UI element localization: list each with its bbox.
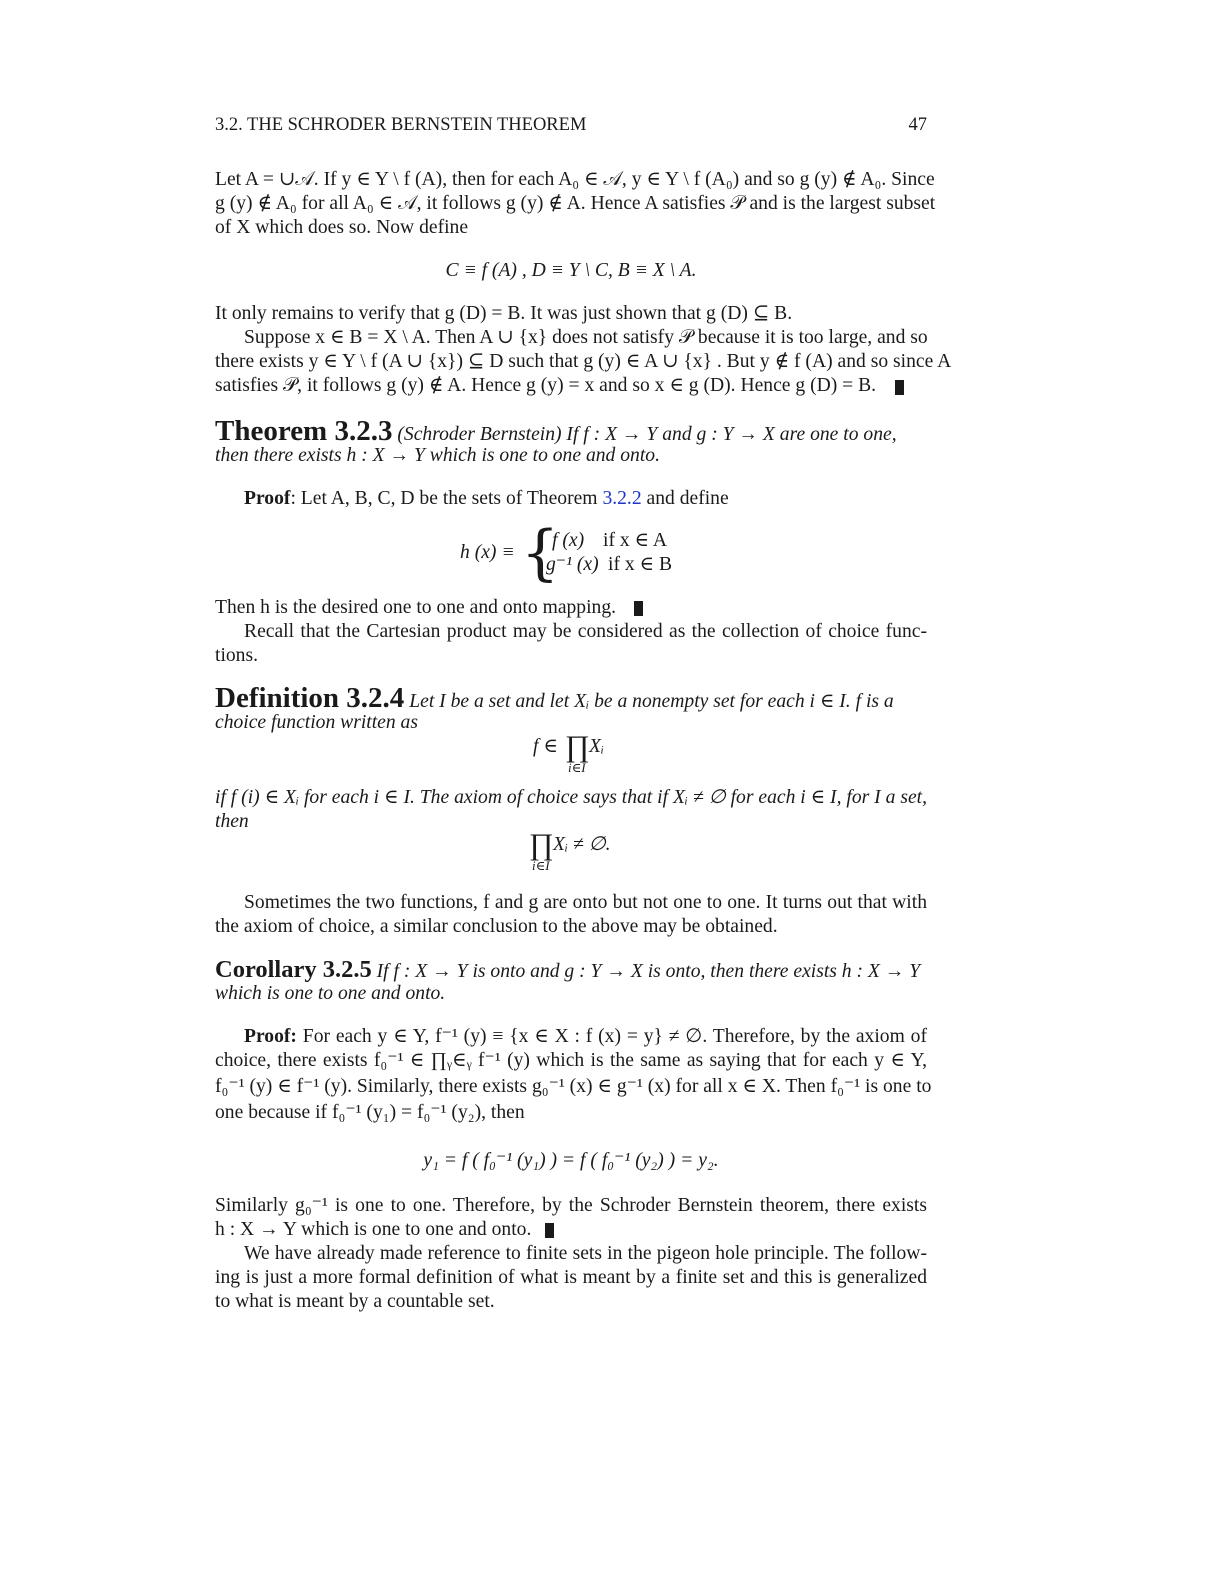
running-header (215, 113, 927, 137)
qed-mark (895, 380, 904, 395)
text-line: Sometimes the two functions, f and g are onto but not one to one. It turns out that with (244, 892, 927, 913)
proof-line: f₀⁻¹ (y) ∈ f⁻¹ (y). Similarly, there exists g₀⁻¹ (x) ∈ g⁻¹ (x) for all x ∈ X. Then f₀⁻¹ is one to (215, 1076, 932, 1097)
text-line: there exists y ∈ Y \ f (A ∪ {x}) ⊆ D such that g (y) ∈ A ∪ {x} . But y ∉ f (A) and so since A (215, 351, 952, 372)
text-line: Recall that the Cartesian product may be considered as the collection of choice func- (244, 621, 927, 642)
left-brace: { (521, 518, 560, 588)
proof-text: and define (641, 488, 729, 509)
proof-line: h : X → Y which is one to one and onto. (215, 1219, 532, 1240)
qed-mark (545, 1223, 554, 1238)
theorem-reference-link[interactable]: 3.2.2 (602, 488, 642, 509)
text-line: Let A = ∪𝒜. If y ∈ Y \ f (A), then for each A₀ ∈ 𝒜, y ∈ Y \ f (A₀) and so g (y) ∉ A₀. Since (215, 169, 935, 190)
text-line: It only remains to verify that g (D) = B. It was just shown that g (D) ⊆ B. (215, 303, 793, 324)
proof-line: one because if f₀⁻¹ (y₁) = f₀⁻¹ (y₂), then (215, 1102, 525, 1123)
text-line: satisfies 𝒫, it follows g (y) ∉ A. Hence g (y) = x and so x ∈ g (D). Hence g (D) = B. (215, 375, 877, 396)
proof-line (215, 1025, 927, 1049)
text-line: of X which does so. Now define (215, 217, 469, 238)
definition-statement: Let I be a set and let Xᵢ be a nonempty set for each i ∈ I. f is a (409, 691, 894, 712)
text-line: Then h is the desired one to one and onto mapping. (215, 597, 617, 618)
proof-line (215, 487, 927, 511)
definition-line: then (215, 811, 249, 832)
definition-label: Definition 3.2.4 (215, 682, 405, 714)
eq-lhs: f ∈ (533, 736, 558, 757)
text-line: ing is just a more formal definition of what is meant by a finite set and this is generalized (215, 1267, 927, 1288)
proof-text: : Let A, B, C, D be the sets of Theorem (290, 488, 603, 509)
corollary-label: Corollary 3.2.5 (215, 956, 372, 983)
proof-line: choice, there exists f₀⁻¹ ∈ ∏ᵧ∈ᵧ f⁻¹ (y) which is the same as saying that for each y ∈ Y, (215, 1050, 927, 1071)
proof-label: Proof: (244, 1026, 297, 1047)
corollary-line: which is one to one and onto. (215, 983, 446, 1004)
product-symbol: ∏ (565, 730, 590, 763)
definition-heading (215, 681, 927, 715)
theorem-statement: (Schroder Bernstein) If f : X → Y and g : Y → X are one to one, (397, 424, 897, 445)
case1-expr: f (x) (552, 530, 585, 551)
qed-mark (634, 601, 643, 616)
theorem-heading (215, 414, 927, 448)
theorem-statement-line: then there exists h : X → Y which is one to one and onto. (215, 445, 660, 466)
case1-cond: if x ∈ A (603, 530, 668, 551)
definition-line: choice function written as (215, 712, 418, 733)
text-line: g (y) ∉ A₀ for all A₀ ∈ 𝒜, it follows g (y) ∉ A. Hence A satisfies 𝒫 and is the largest subset (215, 193, 936, 214)
display-equation: y₁ = f ( f₀⁻¹ (y₁) ) = f ( f₀⁻¹ (y₂) ) = y₂. (423, 1150, 719, 1171)
corollary-heading (215, 955, 927, 985)
product-subscript: i∈I (568, 760, 586, 775)
proof-label: Proof (244, 488, 291, 509)
section-title: 3.2. THE SCHRODER BERNSTEIN THEOREM (215, 115, 587, 135)
definition-line: if f (i) ∈ Xᵢ for each i ∈ I. The axiom of choice says that if Xᵢ ≠ ∅ for each i ∈ I, for I a set, (215, 787, 927, 808)
text-line: tions. (215, 645, 259, 666)
text-line: the axiom of choice, a similar conclusion to the above may be obtained. (215, 916, 778, 937)
proof-line: Similarly g₀⁻¹ is one to one. Therefore, by the Schroder Bernstein theorem, there exists (215, 1195, 927, 1216)
eq-rhs: Xᵢ (589, 736, 605, 757)
product-subscript: i∈I (532, 858, 550, 873)
page-number: 47 (908, 115, 927, 135)
text-line: to what is meant by a countable set. (215, 1291, 495, 1312)
product-symbol: ∏ (529, 828, 554, 861)
theorem-label: Theorem 3.2.3 (215, 415, 393, 447)
display-equation: C ≡ f (A) , D ≡ Y \ C, B ≡ X \ A. (445, 260, 697, 281)
text-line: We have already made reference to finite sets in the pigeon hole principle. The follow- (244, 1243, 927, 1264)
proof-text: For each y ∈ Y, f⁻¹ (y) ≡ {x ∈ X : f (x) = y} ≠ ∅. Therefore, by the axiom of (302, 1026, 927, 1047)
hdef-lhs: h (x) ≡ (460, 542, 515, 563)
case2-expr: g⁻¹ (x) (546, 554, 599, 575)
case2-cond: if x ∈ B (608, 554, 673, 575)
corollary-statement: If f : X → Y is onto and g : Y → X is onto, then there exists h : X → Y (376, 961, 921, 982)
eq-rhs: Xᵢ ≠ ∅. (553, 834, 611, 855)
text-line: Suppose x ∈ B = X \ A. Then A ∪ {x} does not satisfy 𝒫 because it is too large, and so (244, 327, 928, 348)
